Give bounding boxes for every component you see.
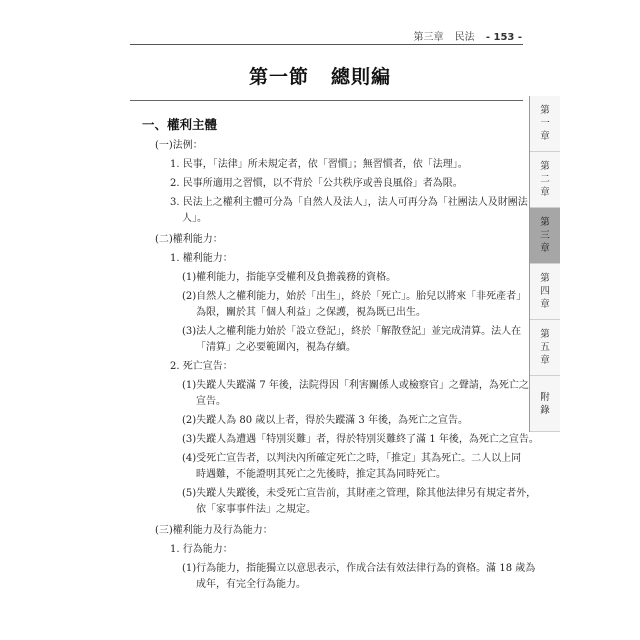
section-title-part2: 總則編 xyxy=(331,66,392,88)
tab-char: 章 xyxy=(540,131,550,142)
tab-char: 第 xyxy=(540,329,550,340)
tab-char: 一 xyxy=(540,118,550,129)
text-line: (2)失蹤人為 80 歲以上者，得於失蹤滿 3 年後，為死亡之宣告。 xyxy=(182,415,468,426)
tab-chapter-2[interactable] xyxy=(530,152,560,208)
text-line: 成年，有完全行為能力。 xyxy=(196,579,306,590)
tab-char: 五 xyxy=(540,342,550,353)
tab-char: 附 xyxy=(540,391,550,403)
text-line: (2)自然人之權利能力，始於「出生」，終於「死亡」。胎兒以將來「非死產者」 xyxy=(182,291,527,302)
main-heading: 一、權利主體 xyxy=(142,117,218,132)
text-line: (3)失蹤人為遭遇「特別災難」者，得於特別災難終了滿 1 年後，為死亡之宣告。 xyxy=(182,434,539,445)
tab-char: 第 xyxy=(540,161,550,172)
tab-char: 章 xyxy=(540,299,550,310)
text-line: (一)法例： xyxy=(155,140,203,151)
text-line: 「清算」之必要範圍內，視為存續。 xyxy=(196,342,356,353)
text-line: 2. 死亡宣告： xyxy=(170,361,233,372)
tab-char: 章 xyxy=(540,355,550,366)
tab-char: 三 xyxy=(540,230,550,241)
text-line: 2. 民事所適用之習慣，以不背於「公共秩序或善良風俗」者為限。 xyxy=(170,178,463,189)
tab-char: 四 xyxy=(540,286,550,297)
section-title xyxy=(0,62,640,89)
text-line: (1)權利能力，指能享受權利及負擔義務的資格。 xyxy=(182,272,397,283)
tab-char: 第 xyxy=(540,105,550,116)
text-line: (1)行為能力，指能獨立以意思表示，作成合法有效法律行為的資格。滿 18 歲為 xyxy=(182,563,536,574)
text-line: 為限，關於其「個人利益」之保護，視為既已出生。 xyxy=(196,307,426,318)
tab-char: 第 xyxy=(540,217,550,228)
text-line: 1. 行為能力： xyxy=(170,544,233,555)
tab-char: 錄 xyxy=(540,404,550,416)
text-line: (3)法人之權利能力始於「設立登記」，終於「解散登記」並完成清算。法人在 xyxy=(182,326,522,337)
text-line: 1. 權利能力： xyxy=(170,253,233,264)
text-line: (二)權利能力： xyxy=(155,234,223,245)
header-divider xyxy=(130,44,523,45)
text-line: 3. 民法上之權利主體可分為「自然人及法人」，法人可再分為「社團法人及財團法 xyxy=(170,197,528,208)
tab-chapter-4[interactable] xyxy=(530,264,560,320)
tab-char: 第 xyxy=(540,273,550,284)
text-line: 依「家事事件法」之規定。 xyxy=(196,504,316,515)
tab-char: 章 xyxy=(540,243,550,254)
tab-chapter-3[interactable] xyxy=(530,208,560,264)
text-line: (三)權利能力及行為能力： xyxy=(155,525,273,536)
tab-char: 二 xyxy=(540,174,550,185)
text-line: 宣告。 xyxy=(196,396,226,407)
text-line: 時遇難，不能證明其死亡之先後時，推定其為同時死亡。 xyxy=(196,469,446,480)
text-line: (4)受死亡宣告者，以判決內所確定死亡之時，「推定」其為死亡。二人以上同 xyxy=(182,453,522,464)
tab-appendix[interactable] xyxy=(530,376,560,432)
tab-char: 章 xyxy=(540,187,550,198)
text-line: 1. 民事，「法律」所未規定者，依「習慣」；無習慣者，依「法理」。 xyxy=(170,159,468,170)
text-line: 人」。 xyxy=(182,213,207,224)
section-title-part1: 第一節 xyxy=(248,66,309,88)
title-divider xyxy=(130,100,523,101)
text-line: (5)失蹤人失蹤後，未受死亡宣告前，其財產之管理，除其他法律另有規定者外， xyxy=(182,488,537,499)
text-line: (1)失蹤人失蹤滿 7 年後，法院得因「利害關係人或檢察官」之聲請，為死亡之 xyxy=(182,380,529,391)
chapter-tabs xyxy=(529,96,560,432)
tab-chapter-1[interactable] xyxy=(530,96,560,152)
header-subject: 民法 xyxy=(454,32,475,43)
header-chapter: 第三章 xyxy=(413,32,444,43)
tab-chapter-5[interactable] xyxy=(530,320,560,376)
running-header xyxy=(405,28,522,43)
page-number: - 153 - xyxy=(485,32,522,43)
